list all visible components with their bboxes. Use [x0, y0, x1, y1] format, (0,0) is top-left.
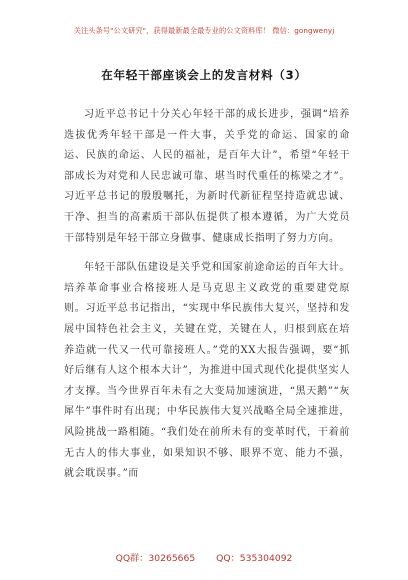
document-body	[64, 105, 350, 494]
promo-header-note: 关注头条号"公文研究"，获得最新最全最专业的公文资料库！ 微信：gongwenyj	[73, 26, 335, 35]
body-paragraph: 习近平总书记十分关心年轻干部的成长进步，强调“培养选拔优秀年轻干部是一件大事，关乎党的命运、国家的命运、民族的命运、人民的福祉，是百年大计”，希望“年轻干部成长为对党和人民忠诚可靠、堪当时代重任的栋梁之才”。习近平总书记的殷殷嘱托，为新时代新征程坚持造就忠诚、干净、担当的高素质干部队伍提供了根本遵循，为广大党员干部特别是年轻干部立身做事、健康成长指明了努力方向。	[64, 109, 350, 244]
footer-qq-number: QQ：535304092	[216, 553, 293, 564]
footer-contact	[0, 550, 408, 564]
footer-qq-group: QQ群：30265665	[115, 553, 196, 564]
document-title: 在年轻干部座谈会上的发言材料（3）	[101, 68, 307, 82]
body-paragraph: 年轻干部队伍建设是关乎党和国家前途命运的百年大计。培养革命事业合格接班人是马克思主义政党的重要建党原则。习近平总书记指出，“实现中华民族伟大复兴，坚持和发展中国特色社会主义，关键在党，关键在人，归根到底在培养造就一代又一代可靠接班人。”党的XX大报告强调，要“抓好后继有人这个根本大计”，为推进中国式现代化提供坚实人才支撑。当今世界百年未有之大变局加速演进，“黑天鹅”“灰犀牛”事件时有出现；中华民族伟大复兴战略全局全速推进，风险挑战一路相随。“我们处在前所未有的变革时代，干着前无古人的伟大事业，如果知识不够、眼界不宽、能力不强，就会耽误事。”而	[64, 262, 350, 480]
